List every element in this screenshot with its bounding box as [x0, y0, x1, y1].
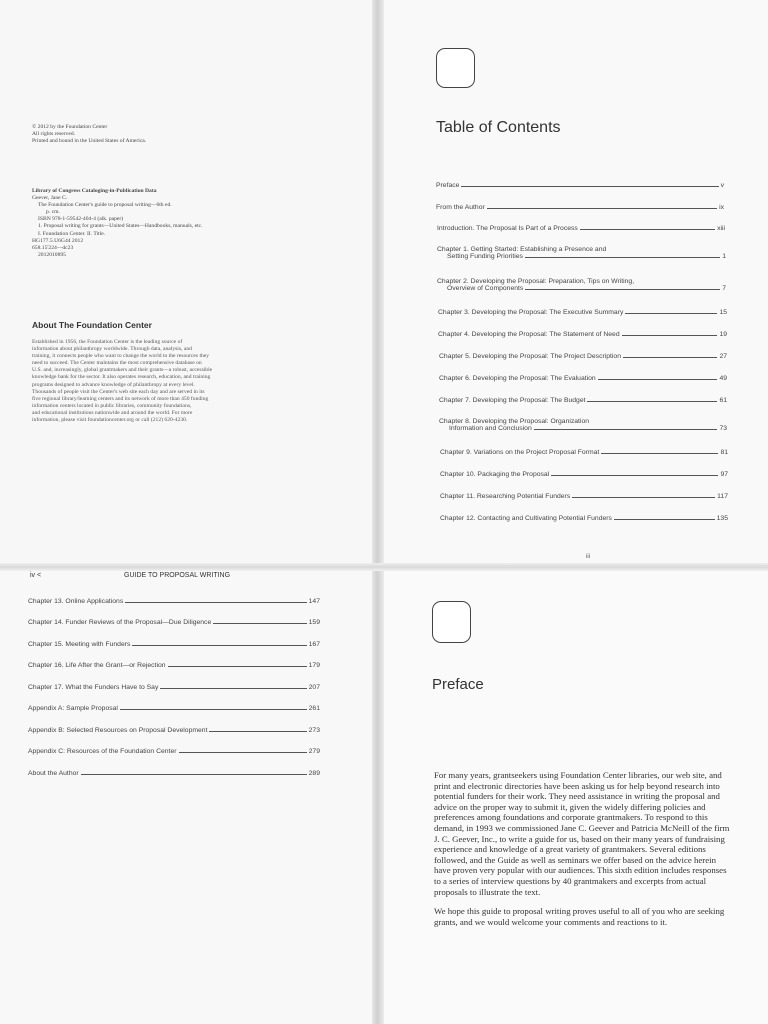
toc-leader [487, 208, 717, 209]
toc-leader [160, 688, 306, 689]
toc-leader [601, 453, 718, 454]
toc-page-number: 15 [719, 309, 727, 316]
toc-entry [28, 770, 320, 777]
about-title: About The Foundation Center [32, 320, 152, 330]
cip-line: HG177.5.U6G44 2012 [32, 237, 84, 244]
cip-title: The Foundation Center's guide to proposal writing—6th ed. [38, 202, 172, 209]
toc-entry [439, 418, 727, 432]
toc-leader [614, 519, 715, 520]
toc-leader [625, 313, 717, 314]
chapter-tab-icon [432, 601, 471, 643]
about-line: U.S. and, increasingly, global grantmakers and their grants—a robust, accessible [32, 367, 213, 374]
copyright-block [32, 124, 332, 145]
copyright-line: All rights reserved. [32, 131, 76, 138]
toc-entry-subtitle: Overview of Components [447, 285, 524, 292]
toc-entry-subtitle: Information and Conclusion [449, 425, 532, 432]
toc-page-number: 61 [719, 397, 727, 404]
toc-page-number: ix [719, 204, 724, 211]
toc-page-number: 273 [308, 727, 320, 734]
preface-paragraph: For many years, grantseekers using Foundation Center libraries, our web site, and print and electronic directories have been asking us for help beyond research into potential funders for their work. They need assistance in writing the proposal and advice on the proper way to submit it, given the widely differing policies and preferences among foundations and corporate grantmakers. To respond to this demand, in 1993 we commissioned Jane C. Geever and Patricia McNeill of the firm J. C. Geever, Inc., to write a guide for us, based on their many years of fundraising experience and knowledge of a great variety of grantmakers. Several editions followed, and the Guide as well as seminars we offer based on the advice herein have proven very popular with our audiences. This sixth edition includes responses to a series of interview questions by 40 grantmakers and excerpts from actual proposals to illustrate the text. [434, 770, 730, 897]
toc-page-number: 27 [719, 353, 727, 360]
toc-entry-title: Chapter 10. Packaging the Proposal [440, 471, 550, 478]
toc-leader [81, 774, 307, 775]
running-head: GUIDE TO PROPOSAL WRITING [124, 572, 231, 579]
toc-leader [125, 602, 306, 603]
toc-entry-title: Chapter 3. Developing the Proposal: The Executive Summary [438, 309, 624, 316]
toc-entry [439, 353, 727, 360]
toc-entry-title: From the Author [436, 204, 485, 211]
toc-entry [437, 225, 725, 232]
cip-line: 1. Proposal writing for grants—United States—Handbooks, manuals, etc. [38, 223, 203, 230]
toc-leader [461, 186, 718, 187]
copyright-line: Printed and bound in the United States of America. [32, 138, 147, 145]
toc-entry-title: Chapter 12. Contacting and Cultivating Potential Funders [440, 515, 612, 522]
about-line: five regional library/learning centers and its network of more than 450 funding [32, 395, 209, 402]
toc-leader [551, 475, 718, 476]
toc-entry-title: Chapter 1. Getting Started: Establishing a Presence and [437, 246, 607, 253]
toc-entry-title: Appendix C: Resources of the Foundation Center [28, 748, 177, 755]
folio: iv < [30, 572, 42, 579]
toc-leader [120, 709, 307, 710]
toc-leader [525, 257, 720, 258]
toc-entry [436, 204, 724, 211]
toc-entry [28, 684, 320, 691]
preface-title: Preface [432, 676, 484, 693]
toc-leader [168, 666, 307, 667]
toc-entry-title: Chapter 4. Developing the Proposal: The Statement of Need [438, 331, 620, 338]
cip-line: p. cm. [46, 209, 60, 216]
copyright-line: © 2012 by the Foundation Center [32, 124, 108, 130]
about-line: information, please visit foundationcenter.org or call (212) 620-4230. [32, 417, 188, 424]
toc-leader [623, 357, 717, 358]
cip-heading: Library of Congress Cataloging-in-Publication Data [32, 188, 157, 194]
toc-leader [622, 335, 718, 336]
toc-entry-title: Appendix A: Sample Proposal [28, 705, 118, 712]
toc-entry [28, 748, 320, 755]
toc-page-number: v [720, 182, 724, 189]
about-line: information centers located in public libraries, community foundations, [32, 402, 192, 409]
cip-block [32, 188, 332, 259]
toc-page-number: 279 [308, 748, 320, 755]
toc-entry-title: Introduction. The Proposal Is Part of a Process [437, 225, 578, 232]
toc-entry-title: Chapter 2. Developing the Proposal: Preparation, Tips on Writing, [437, 278, 635, 285]
toc-page-number: 117 [717, 493, 728, 500]
toc-page-number: 147 [308, 598, 320, 605]
toc-entry [437, 246, 726, 260]
about-line: and educational institutions nationwide and around the world. For more [32, 409, 193, 416]
toc-leader [598, 379, 718, 380]
toc-page-number: 179 [308, 662, 320, 669]
toc-page-number: 19 [719, 331, 727, 338]
chapter-tab-icon [436, 48, 475, 88]
about-line: programs designed to advance knowledge of philanthropy at every level. [32, 381, 195, 388]
toc-entry [440, 493, 728, 500]
about-line: Thousands of people visit the Center's web site each day and are served in its [32, 388, 205, 395]
toc-entry [28, 598, 320, 605]
toc-page-number: 7 [722, 285, 726, 292]
toc-entry [439, 397, 727, 404]
toc-entry [436, 182, 724, 189]
spine-fold [372, 0, 384, 1024]
about-body [32, 339, 270, 424]
toc-entry-title: Chapter 11. Researching Potential Funders [440, 493, 571, 500]
toc-page-number: 261 [308, 705, 320, 712]
toc-entry-title: Chapter 8. Developing the Proposal: Organization [439, 418, 589, 425]
page-seam [0, 563, 768, 571]
toc-entry-title: Chapter 16. Life After the Grant—or Rejection [28, 662, 166, 669]
toc-entry [28, 727, 320, 734]
cip-line: 658.15'224—dc23 [32, 244, 74, 251]
copyright-page [0, 0, 378, 570]
toc-leader [179, 752, 307, 753]
cip-line: I. Foundation Center. II. Title. [38, 230, 106, 237]
page-number: iii [586, 554, 590, 560]
toc-entry-title: Chapter 9. Variations on the Project Proposal Format [440, 449, 600, 456]
about-line: need to succeed. The Center maintains the most comprehensive database on [32, 360, 202, 367]
about-line: training, it connects people who want to change the world to the resources they [32, 353, 210, 360]
toc-entry-title: Preface [436, 182, 460, 189]
toc-entry-title: Chapter 7. Developing the Proposal: The Budget [439, 397, 586, 404]
cip-line: 2012010895 [38, 251, 66, 258]
toc-entry [438, 309, 727, 316]
about-line: Established in 1956, the Foundation Center is the leading source of [32, 339, 183, 345]
about-line: information about philanthropy worldwide. Through data, analysis, and [32, 346, 192, 353]
toc-leader [209, 731, 306, 732]
toc-entry-title: Chapter 5. Developing the Proposal: The Project Description [439, 353, 621, 360]
cip-author: Geever, Jane C. [32, 195, 68, 202]
toc-entry [440, 471, 728, 478]
toc-entry [440, 449, 728, 456]
toc-page-number: 81 [720, 449, 728, 456]
toc-entry [438, 331, 727, 338]
toc-entry [440, 515, 728, 522]
toc-page-number: 207 [308, 684, 320, 691]
toc-leader [580, 229, 715, 230]
preface-paragraph: We hope this guide to proposal writing proves useful to all of you who are seeking grants, and we would welcome your comments and reactions to it. [434, 906, 725, 927]
toc-entry-title: Chapter 13. Online Applications [28, 598, 124, 605]
preface-page [378, 570, 768, 1024]
toc-leader [132, 645, 306, 646]
toc-leader [534, 429, 718, 430]
about-line: knowledge bank for the sector. It also operates research, education, and training [32, 374, 211, 381]
toc-page-number: 167 [308, 641, 320, 648]
cip-line: ISBN 978-1-59542-404-4 (alk. paper) [38, 216, 124, 223]
toc-entry-title: Chapter 15. Meeting with Funders [28, 641, 131, 648]
toc-page [378, 0, 768, 570]
toc-entry [28, 619, 320, 626]
toc-entry [28, 662, 320, 669]
toc-entry-subtitle: Setting Funding Priorities [447, 253, 523, 260]
toc-page-number: 159 [308, 619, 320, 626]
toc-entry [439, 375, 727, 382]
toc-entry-title: Chapter 6. Developing the Proposal: The Evaluation [439, 375, 596, 382]
toc-page-number: 1 [722, 253, 726, 260]
toc-title: Table of Contents [436, 119, 561, 136]
toc-leader [213, 623, 306, 624]
toc-entry-title: Chapter 17. What the Funders Have to Say [28, 684, 159, 691]
toc-page-number: 97 [720, 471, 728, 478]
preface-body [434, 770, 732, 936]
toc-entry [28, 641, 320, 648]
toc-leader [525, 289, 720, 290]
toc-page-number: 49 [719, 375, 727, 382]
toc-entry [437, 278, 726, 292]
toc-page-number: 135 [716, 515, 728, 522]
toc-continued-page [0, 570, 378, 1024]
toc-page-number: 73 [719, 425, 727, 432]
toc-entry-title: Appendix B: Selected Resources on Proposal Development [28, 727, 208, 734]
toc-entry-title: About the Author [28, 770, 79, 777]
toc-page-number: xiii [717, 225, 725, 232]
toc-entry [28, 705, 320, 712]
toc-entry-title: Chapter 14. Funder Reviews of the Proposal—Due Diligence [28, 619, 212, 626]
toc-leader [587, 401, 717, 402]
toc-leader [572, 497, 715, 498]
toc-page-number: 289 [308, 770, 320, 777]
